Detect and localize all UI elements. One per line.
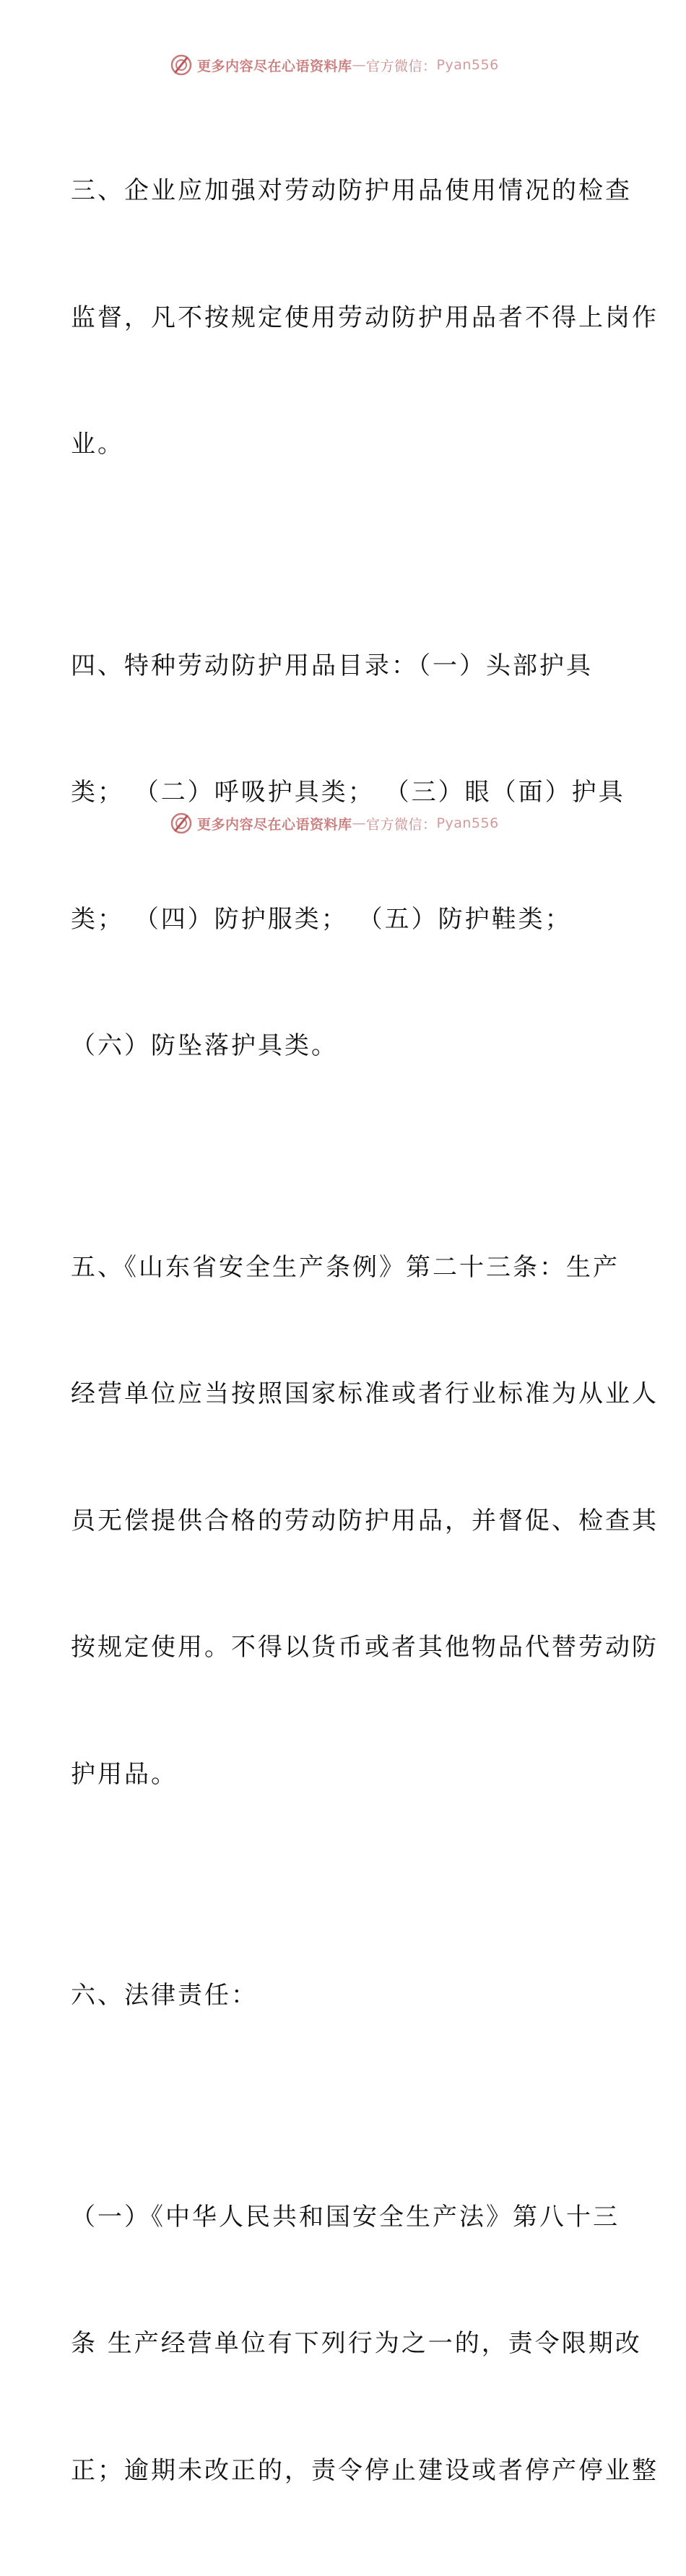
text-line: 条 生产经营单位有下列行为之一的，责令限期改	[71, 2323, 620, 2365]
watermark-title: 更多内容尽在心语资料库	[197, 56, 352, 75]
watermark-separator: —	[352, 815, 367, 831]
footer-watermark	[170, 810, 499, 836]
paragraph-6-1-safety-law	[71, 2112, 620, 2576]
text-line: 员无偿提供合格的劳动防护用品，并督促、检查其	[71, 1500, 620, 1543]
text-line: 按规定使用。不得以货币或者其他物品代替劳动防	[71, 1626, 620, 1669]
paragraph-6-legal-liability	[71, 1890, 620, 2102]
text-line: 四、特种劳动防护用品目录：（一）头部护具	[71, 645, 620, 688]
watermark-title: 更多内容尽在心语资料库	[197, 814, 352, 833]
text-line: 业。	[71, 423, 620, 466]
text-line: 类； （四）防护服类； （五）防护鞋类；	[71, 898, 620, 941]
paragraph-4-catalog	[71, 560, 620, 1152]
seal-logo-icon	[170, 812, 193, 835]
text-line: 监督，凡不按规定使用劳动防护用品者不得上岗作	[71, 297, 620, 339]
document-body	[71, 85, 620, 2576]
watermark-wechat-label: 官方微信：	[366, 56, 437, 75]
text-line: （六）防坠落护具类。	[71, 1025, 620, 1067]
text-line: 类； （二）呼吸护具类； （三）眼（面）护具	[71, 771, 620, 814]
seal-logo-icon	[170, 53, 193, 77]
header-watermark	[170, 52, 499, 78]
text-line: 正；逾期未改正的，责令停止建设或者停产停业整	[71, 2450, 620, 2492]
watermark-wechat-label: 官方微信：	[366, 814, 437, 833]
watermark-wechat-id: Pyan556	[437, 815, 499, 831]
paragraph-3-inspection	[71, 85, 620, 550]
text-line: 护用品。	[71, 1753, 620, 1796]
watermark-separator: —	[352, 57, 367, 73]
text-line: 六、法律责任：	[71, 1974, 620, 2017]
text-line: 三、企业应加强对劳动防护用品使用情况的检查	[71, 170, 620, 212]
watermark-wechat-id: Pyan556	[437, 57, 499, 73]
text-line: 经营单位应当按照国家标准或者行业标准为从业人	[71, 1373, 620, 1415]
paragraph-5-shandong-regulation	[71, 1162, 620, 1881]
text-line: （一）《中华人民共和国安全生产法》第八十三	[71, 2196, 620, 2239]
text-line: 五、《山东省安全生产条例》第二十三条：生产	[71, 1246, 620, 1289]
